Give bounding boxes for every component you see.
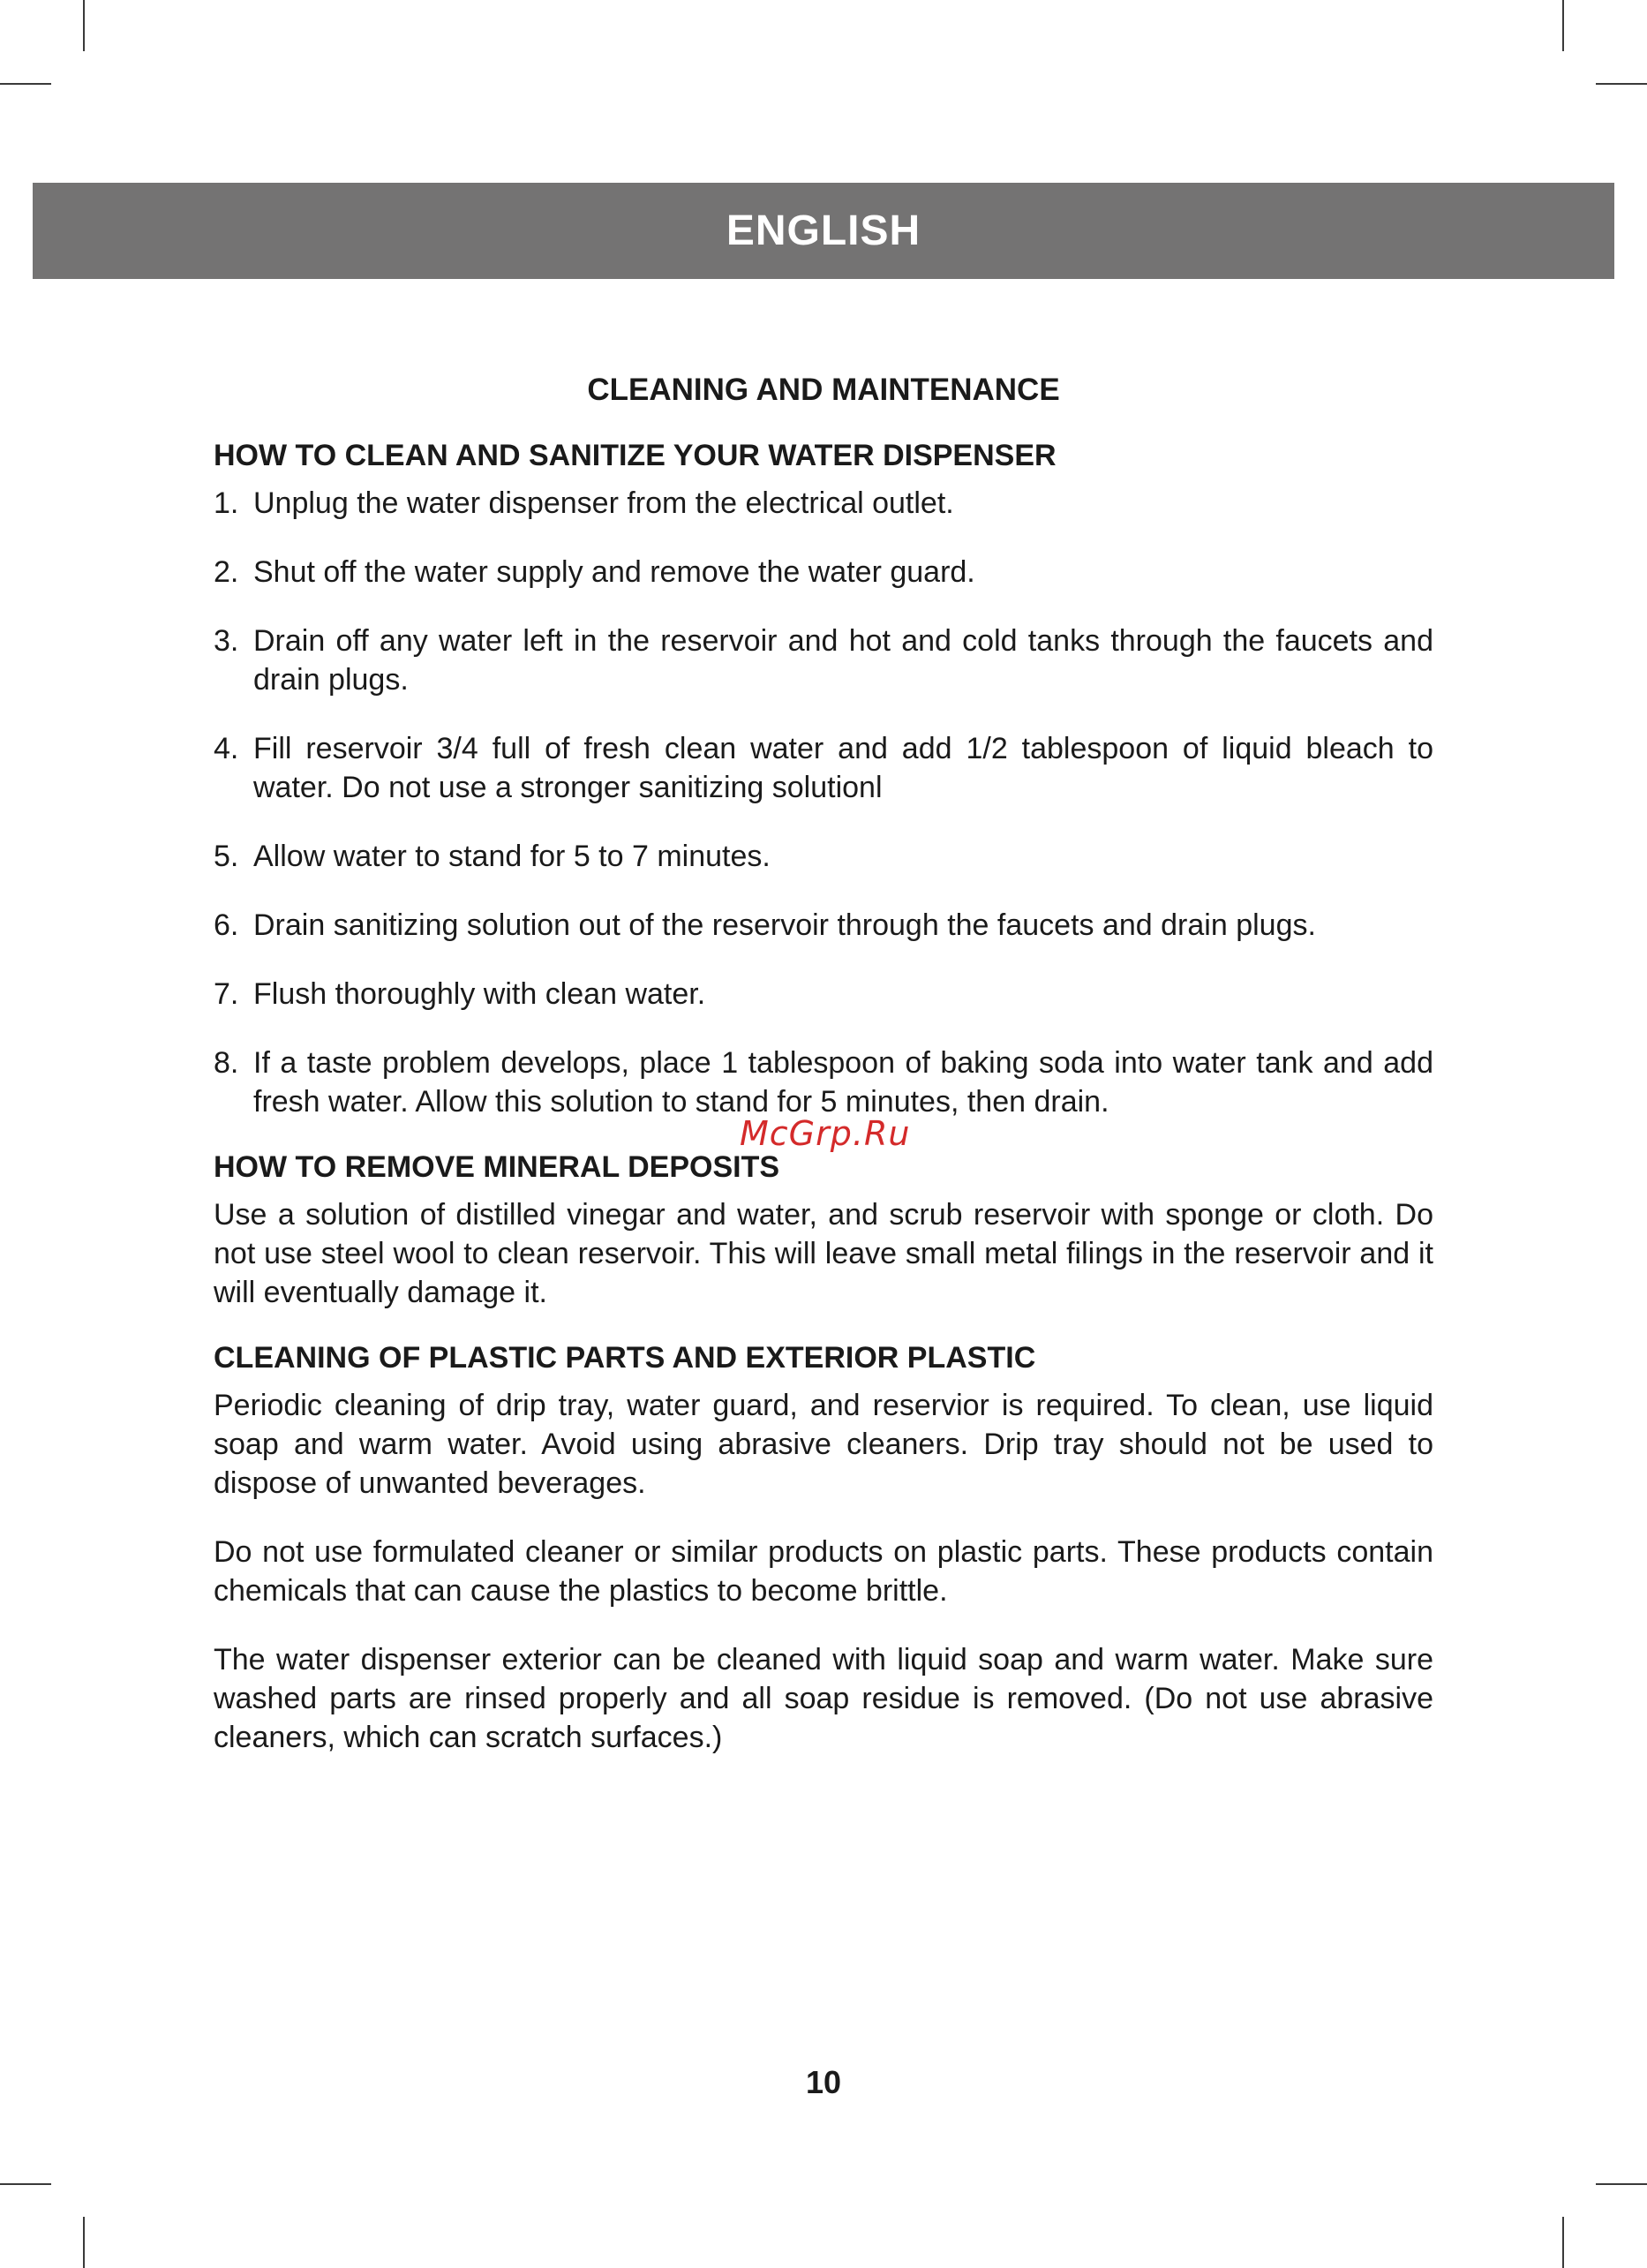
watermark: McGrp.Ru	[740, 1114, 911, 1153]
step-text: Unplug the water dispenser from the electrical outlet.	[253, 486, 954, 520]
step-text: Allow water to stand for 5 to 7 minutes.	[253, 840, 771, 873]
step-number: 7.	[214, 977, 239, 1011]
step-text: Drain sanitizing solution out of the reservoir through the faucets and drain plugs.	[253, 908, 1316, 942]
section-title-clean: HOW TO CLEAN AND SANITIZE YOUR WATER DISPENSER	[214, 439, 1057, 472]
step-number: 6.	[214, 908, 239, 942]
step-number: 8.	[214, 1046, 239, 1080]
page-number: 10	[805, 2064, 842, 2100]
page-content	[214, 371, 1433, 1787]
list-item	[214, 975, 1433, 1013]
step-number: 5.	[214, 840, 239, 873]
crop-mark-top-right-vertical	[1562, 0, 1564, 51]
step-text: Flush thoroughly with clean water.	[253, 977, 706, 1011]
crop-mark-bottom-left-vertical	[83, 2217, 85, 2268]
cleaning-steps-list	[214, 484, 1433, 1121]
page-title: CLEANING AND MAINTENANCE	[587, 373, 1060, 407]
list-item	[214, 729, 1433, 807]
crop-mark-top-left-vertical	[83, 0, 85, 51]
mineral-deposits-paragraph: Use a solution of distilled vinegar and water, and scrub reservoir with sponge or cloth. Do not use steel wool to clean reservoir. This will leave small metal filings in the reservoir and it will eventually damage it.	[214, 1198, 1433, 1309]
step-number: 3.	[214, 624, 239, 658]
plastic-paragraph-2: Do not use formulated cleaner or similar products on plastic parts. These products contain chemicals that can cause the plastics to become brittle.	[214, 1535, 1433, 1608]
language-banner	[33, 183, 1614, 279]
language-label: ENGLISH	[726, 207, 921, 254]
plastic-paragraph-1: Periodic cleaning of drip tray, water guard, and reservior is required. To clean, use liquid soap and warm water. Avoid using abrasive cleaners. Drip tray should not be used to dispose of unwanted beverages.	[214, 1389, 1433, 1500]
crop-mark-bottom-right-vertical	[1562, 2217, 1564, 2268]
list-item	[214, 837, 1433, 876]
crop-mark-top-right-horizontal	[1596, 83, 1647, 85]
list-item	[214, 906, 1433, 945]
list-item	[214, 484, 1433, 523]
step-text: If a taste problem develops, place 1 tablespoon of baking soda into water tank and add fresh water. Allow this solution to stand for 5 minutes, then drain.	[253, 1046, 1433, 1119]
crop-mark-top-left-horizontal	[0, 83, 51, 85]
section-title-plastic: CLEANING OF PLASTIC PARTS AND EXTERIOR PLASTIC	[214, 1341, 1036, 1375]
list-item	[214, 553, 1433, 591]
section-title-mineral: HOW TO REMOVE MINERAL DEPOSITS	[214, 1150, 780, 1184]
crop-mark-bottom-right-horizontal	[1596, 2183, 1647, 2185]
crop-mark-bottom-left-horizontal	[0, 2183, 51, 2185]
list-item	[214, 622, 1433, 699]
plastic-paragraph-3: The water dispenser exterior can be cleaned with liquid soap and warm water. Make sure washed parts are rinsed properly and all soap residue is removed. (Do not use abrasive cleaners, which can scratch surfaces.)	[214, 1643, 1433, 1754]
step-number: 2.	[214, 555, 239, 589]
step-text: Shut off the water supply and remove the water guard.	[253, 555, 975, 589]
step-text: Drain off any water left in the reservoir and hot and cold tanks through the faucets and drain plugs.	[253, 624, 1433, 697]
step-text: Fill reservoir 3/4 full of fresh clean water and add 1/2 tablespoon of liquid bleach to water. Do not use a stronger sanitizing solutionl	[253, 732, 1433, 804]
list-item	[214, 1044, 1433, 1121]
step-number: 4.	[214, 732, 239, 765]
step-number: 1.	[214, 486, 239, 520]
